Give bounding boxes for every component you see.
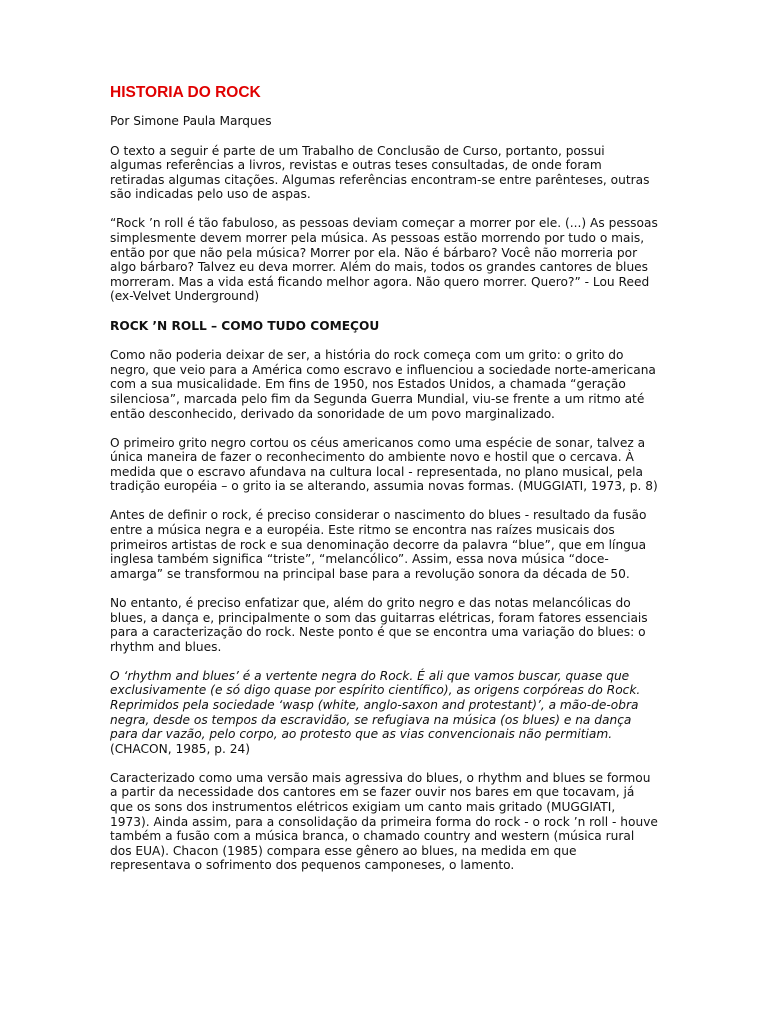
- section-heading: ROCK ’N ROLL – COMO TUDO COMEÇOU: [110, 318, 380, 333]
- intro-paragraph: O texto a seguir é parte de um Trabalho de Conclusão de Curso, portanto, possui algumas referências a livros, revistas e outras teses consultadas, de onde foram retiradas algumas citações. Algumas referências encontram-se entre parênteses, outras são indicadas pelo uso de aspas.: [110, 143, 650, 202]
- block-quote-citation: (CHACON, 1985, p. 24): [110, 741, 251, 756]
- body-paragraph-3: Antes de definir o rock, é preciso considerar o nascimento do blues - resultado da fusão entre a música negra e a européia. Este ritmo se encontra nas raízes musicais dos primeiros artistas de rock e sua denominação decorre da palavra “blue”, que em língua inglesa também significa “triste”, “melancólico”. Assim, essa nova música “doce-amarga” se transformou na principal base para a revolução sonora da década de 50.: [110, 508, 647, 581]
- author-byline: Por Simone Paula Marques: [110, 114, 272, 128]
- block-quote-text: O ‘rhythm and blues’ é a vertente negra do Rock. É ali que vamos buscar, quase que exclusivamente (e só digo quase por espírito científico), as origens corpóreas do Rock. Reprimidos pela sociedade ‘wasp (white, anglo-saxon and protestant)’, a mão-de-obra negra, desde os tempos da escravidão, se refugiava na música (os blues) e na dança para dar vazão, pelo corpo, ao protesto que as vias convencionais não permitiam.: [110, 668, 641, 742]
- document-page: [110, 84, 658, 888]
- body-paragraph-6: Caracterizado como uma versão mais agressiva do blues, o rhythm and blues se formou a partir da necessidade dos cantores em se fazer ouvir nos bares em que tocavam, já que os sons dos instrumentos elétricos exigiam um canto mais gritado (MUGGIATI, 1973). Ainda assim, para a consolidação da primeira forma do rock - o rock ’n roll - houve também a fusão com a música branca, o chamado country and western (música rural dos EUA). Chacon (1985) compara esse gênero ao blues, na medida em que representava o sofrimento dos pequenos camponeses, o lamento.: [110, 770, 658, 873]
- body-paragraph-4: No entanto, é preciso enfatizar que, além do grito negro e das notas melancólicas do blues, a dança e, principalmente o som das guitarras elétricas, foram fatores essenciais para a caracterização do rock. Neste ponto é que se encontra uma variação do blues: o rhythm and blues.: [110, 595, 648, 654]
- body-paragraph-2: O primeiro grito negro cortou os céus americanos como uma espécie de sonar, talvez a única maneira de fazer o reconhecimento do ambiente novo e hostil que o cercava. À medida que o escravo afundava na cultura local - representada, no plano musical, pela tradição européia – o grito ia se alterando, assumia novas formas. (MUGGIATI, 1973, p. 8): [110, 435, 658, 494]
- block-quote-paragraph: [110, 669, 658, 757]
- page-title: HISTORIA DO ROCK: [110, 84, 261, 101]
- lou-reed-quote: “Rock ’n roll é tão fabuloso, as pessoas deviam começar a morrer por ele. (...) As pessoas simplesmente devem morrer pela música. As pessoas estão morrendo por tudo o mais, então por que não pela música? Morrer por ela. Não é bárbaro? Você não morreria por algo bárbaro? Talvez eu deva morrer. Além do mais, todos os grandes cantores de blues morreram. Mas a vida está ficando melhor agora. Não quero morrer. Quero?” - Lou Reed (ex-Velvet Underground): [110, 216, 658, 304]
- body-paragraph-1: Como não poderia deixar de ser, a história do rock começa com um grito: o grito do negro, que veio para a América como escravo e influenciou a sociedade norte-americana com a sua musicalidade. Em fins de 1950, nos Estados Unidos, a chamada “geração silenciosa”, marcada pelo fim da Segunda Guerra Mundial, viu-se frente a um ritmo até então desconhecido, derivado da sonoridade de um povo marginalizado.: [110, 348, 656, 421]
